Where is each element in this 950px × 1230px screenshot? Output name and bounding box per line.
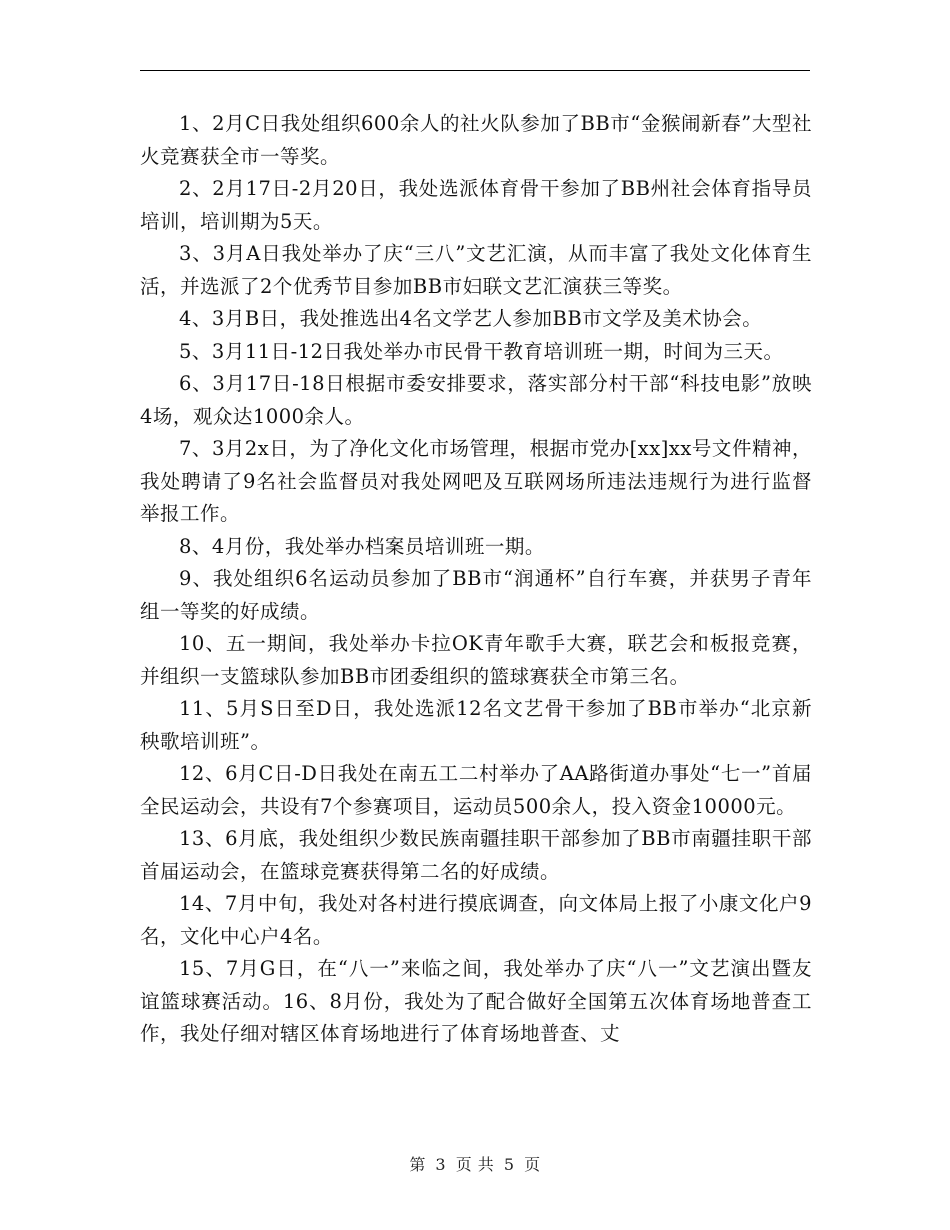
paragraph-15: 15、7月G日，在“八一”来临之间，我处举办了庆“八一”文艺演出暨友谊篮球赛活动。16、8月份，我处为了配合做好全国第五次体育场地普查工作，我处仔细对辖区体育场地进行了体育场地普查、丈 bbox=[140, 957, 812, 1045]
paragraph-5: 5、3月11日-12日我处举办市民骨干教育培训班一期，时间为三天。 bbox=[179, 339, 784, 363]
paragraph-7: 7、3月2x日，为了净化文化市场管理，根据市党办[xx]xx号文件精神，我处聘请了9名社会监督员对我处网吧及互联网场所违法违规行为进行监督举报工作。 bbox=[140, 437, 812, 525]
paragraph-8: 8、4月份，我处举办档案员培训班一期。 bbox=[179, 534, 545, 558]
footer-mid: 页 共 bbox=[455, 1155, 495, 1174]
page-footer bbox=[0, 1152, 950, 1175]
footer-prefix: 第 bbox=[409, 1155, 426, 1174]
footer-suffix: 页 bbox=[524, 1155, 541, 1174]
footer-page-number: 3 bbox=[435, 1155, 447, 1174]
header-rule bbox=[140, 70, 810, 71]
paragraph-13: 13、6月底，我处组织少数民族南疆挂职干部参加了BB市南疆挂职干部首届运动会，在篮球竞赛获得第二名的好成绩。 bbox=[140, 827, 812, 883]
paragraph-2: 2、2月17日-2月20日，我处选派体育骨干参加了BB州社会体育指导员培训，培训期为5天。 bbox=[140, 177, 812, 233]
paragraph-11: 11、5月S日至D日，我处选派12名文艺骨干参加了BB市举办“北京新秧歌培训班”。 bbox=[140, 697, 812, 753]
paragraph-9: 9、我处组织6名运动员参加了BB市“润通杯”自行车赛，并获男子青年组一等奖的好成绩。 bbox=[140, 567, 812, 623]
paragraph-1: 1、2月C日我处组织600余人的社火队参加了BB市“金猴闹新春”大型社火竞赛获全市一等奖。 bbox=[140, 112, 812, 168]
paragraph-12: 12、6月C日-D日我处在南五工二村举办了AA路街道办事处“七一”首届全民运动会，共设有7个参赛项目，运动员500余人，投入资金10000元。 bbox=[140, 762, 812, 818]
paragraph-3: 3、3月A日我处举办了庆“三八”文艺汇演，从而丰富了我处文化体育生活，并选派了2个优秀节目参加BB市妇联文艺汇演获三等奖。 bbox=[140, 242, 812, 298]
paragraph-14: 14、7月中旬，我处对各村进行摸底调查，向文体局上报了小康文化户9名，文化中心户4名。 bbox=[140, 892, 812, 948]
footer-total-pages: 5 bbox=[503, 1155, 515, 1174]
paragraph-6: 6、3月17日-18日根据市委安排要求，落实部分村干部“科技电影”放映4场，观众达1000余人。 bbox=[140, 372, 812, 428]
paragraph-4: 4、3月B日，我处推选出4名文学艺人参加BB市文学及美术协会。 bbox=[179, 307, 763, 330]
paragraph-10: 10、五一期间，我处举办卡拉OK青年歌手大赛，联艺会和板报竞赛，并组织一支篮球队参加BB市团委组织的篮球赛获全市第三名。 bbox=[140, 632, 812, 688]
document-body bbox=[140, 108, 812, 1051]
